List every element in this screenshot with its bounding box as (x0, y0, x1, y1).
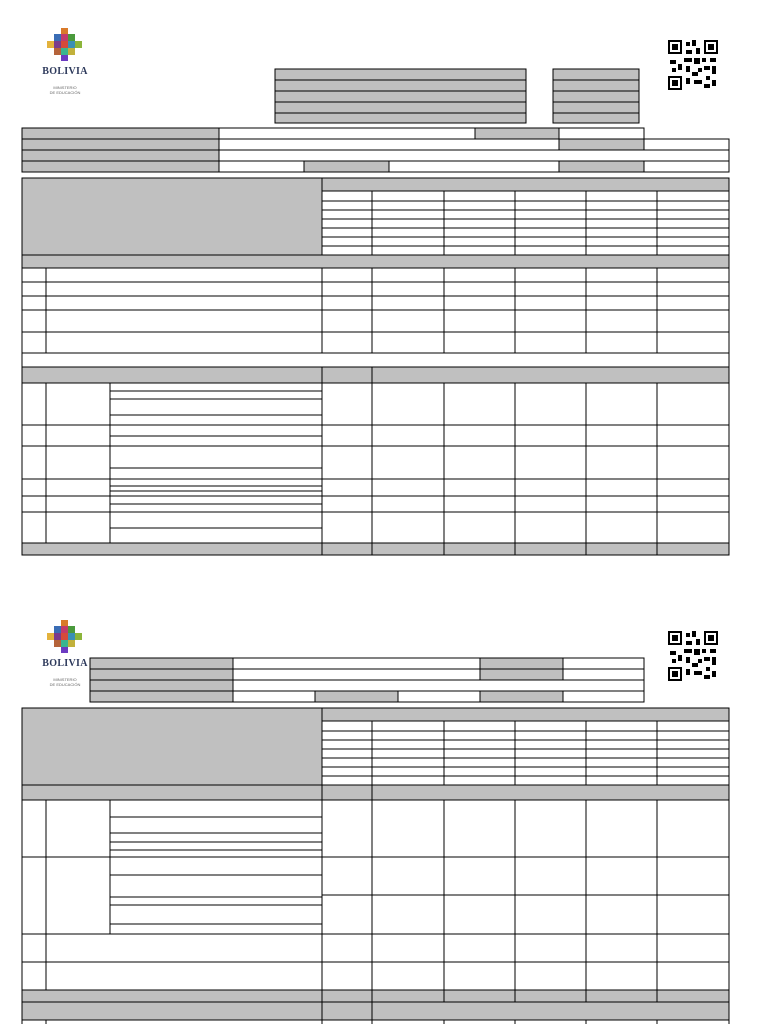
ministry-line-2: DE EDUCACIÓN (49, 682, 81, 687)
ministry-line-1: MINISTERIO (53, 677, 77, 682)
logo-wordmark: BOLIVIA (42, 66, 88, 77)
logo-wordmark: BOLIVIA (42, 658, 88, 669)
ministry-line-2: DE EDUCACIÓN (49, 90, 81, 95)
ministry-line-1: MINISTERIO (53, 85, 77, 90)
